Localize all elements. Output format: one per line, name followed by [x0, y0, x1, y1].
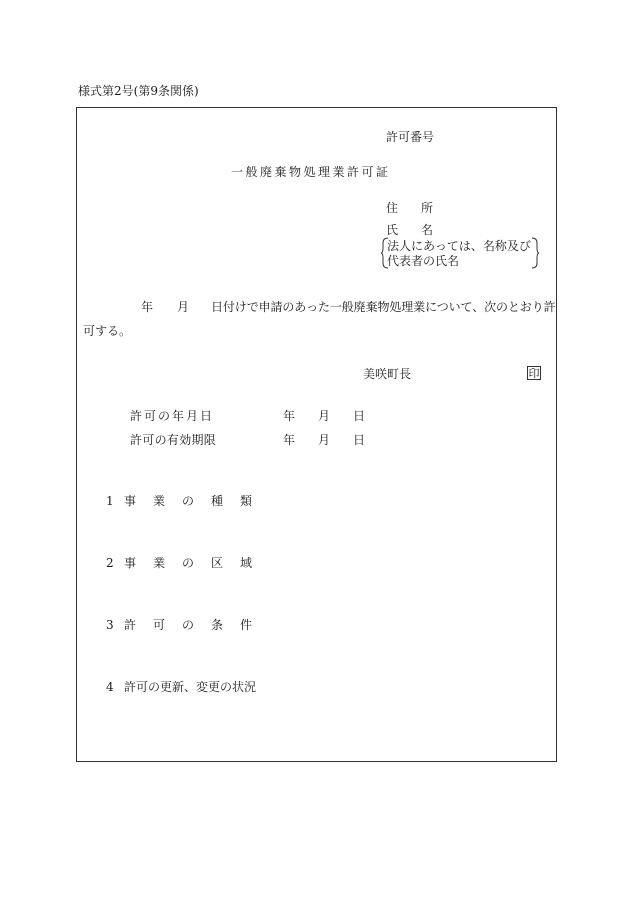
item-4-number: 4 — [106, 680, 114, 694]
item-1-label — [124, 494, 252, 508]
name-label-char-2: 名 — [420, 223, 433, 237]
seal-mark: 印 — [528, 367, 540, 380]
item-3-char: 件 — [239, 618, 252, 632]
item-2-char: 業 — [152, 556, 165, 570]
issuer-name: 美咲町長 — [363, 367, 412, 381]
body-month: 月 — [177, 300, 190, 314]
address-label-char-1: 住 — [386, 201, 399, 215]
item-3-char: 条 — [210, 618, 223, 632]
item-1-char: 事 — [124, 494, 137, 508]
body-text-line-1: 日付けで申請のあった一般廃棄物処理業について、次のとおり許 — [211, 300, 556, 314]
corporate-note — [381, 237, 539, 269]
permit-number-label: 許可番号 — [386, 130, 435, 144]
corporate-note-line-2: 代表者の氏名 — [387, 254, 460, 268]
item-1-char: の — [181, 494, 194, 508]
item-4-label: 許可の更新、変更の状況 — [124, 680, 257, 694]
corporate-note-line-1: 法人にあっては、名称及び — [387, 239, 531, 253]
item-1-char: 類 — [239, 494, 252, 508]
item-3-char: の — [181, 618, 194, 632]
item-1-number: 1 — [106, 494, 114, 508]
certificate-title: 一般廃棄物処理業許可証 — [231, 165, 391, 179]
item-3-label — [124, 618, 252, 632]
body-text-line-2: 可する。 — [83, 324, 132, 338]
validity-label: 許可の有効期限 — [130, 433, 217, 447]
validity-day: 日 — [353, 433, 366, 447]
address-label — [386, 201, 433, 215]
permit-date-label: 許可の年月日 — [130, 409, 215, 423]
form-label: 様式第2号(第9条関係) — [78, 84, 199, 98]
permit-date-day: 日 — [353, 409, 366, 423]
permit-date-year: 年 — [283, 409, 296, 423]
validity-year: 年 — [283, 433, 296, 447]
item-2-char: 区 — [210, 556, 223, 570]
item-1-char: 種 — [210, 494, 223, 508]
permit-date-month: 月 — [318, 409, 331, 423]
item-2-label — [124, 556, 252, 570]
address-label-char-2: 所 — [420, 201, 433, 215]
item-3-char: 可 — [152, 618, 165, 632]
body-year: 年 — [141, 300, 154, 314]
validity-month: 月 — [318, 433, 331, 447]
item-2-char: 事 — [124, 556, 137, 570]
item-3-char: 許 — [124, 618, 137, 632]
name-label-char-1: 氏 — [386, 223, 399, 237]
item-3-number: 3 — [106, 618, 114, 632]
item-2-char: 域 — [239, 556, 252, 570]
item-1-char: 業 — [152, 494, 165, 508]
item-2-char: の — [181, 556, 194, 570]
item-2-number: 2 — [106, 556, 114, 570]
name-label — [386, 223, 433, 237]
